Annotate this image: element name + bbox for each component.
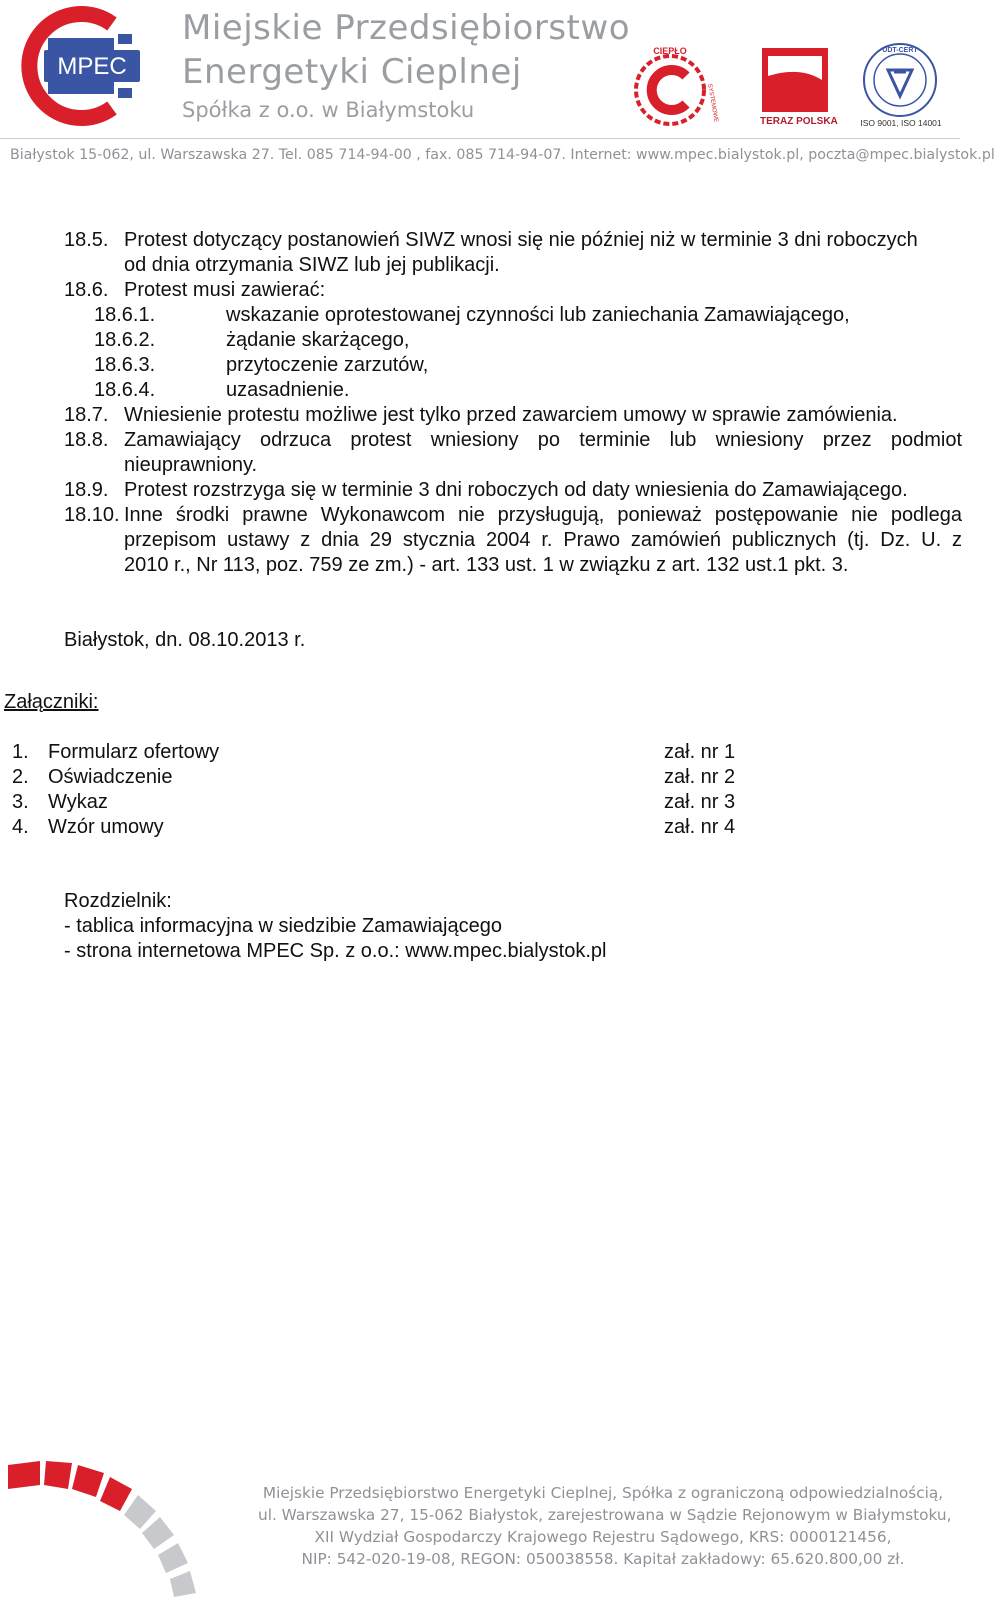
section-text-18-6-2: żądanie skarżącego, xyxy=(226,329,410,351)
mpec-logo xyxy=(14,10,142,122)
section-text-18-8-line1: Zamawiający odrzuca protest wniesiony po terminie lub wniesiony przez podmiot xyxy=(124,429,962,451)
section-number-18-8: 18.8. xyxy=(64,429,109,451)
attachment-number: 3. xyxy=(12,791,29,813)
header-divider xyxy=(0,138,960,139)
section-number-18-6-3: 18.6.3. xyxy=(94,354,156,376)
attachment-number: 1. xyxy=(12,741,29,763)
section-text-18-6-3: przytoczenie zarzutów, xyxy=(226,354,429,376)
section-text-18-5-line1: Protest dotyczący postanowień SIWZ wnosi się nie później niż w terminie 3 dni roboczych xyxy=(124,229,918,251)
company-name-line2: Energetyki Cieplnej xyxy=(182,52,522,92)
section-text-18-8-line2: nieuprawniony. xyxy=(124,454,258,476)
section-text-18-5-line2: od dnia otrzymania SIWZ lub jej publikacji. xyxy=(124,254,500,276)
attachment-name: Wzór umowy xyxy=(48,816,164,838)
section-number-18-6: 18.6. xyxy=(64,279,109,301)
section-number-18-5: 18.5. xyxy=(64,229,109,251)
section-text-18-7: Wniesienie protestu możliwe jest tylko przed zawarciem umowy w sprawie zamówienia. xyxy=(124,404,898,426)
cieplo-systemowe-logo xyxy=(630,44,719,130)
attachments-heading: Załączniki: xyxy=(4,691,99,713)
attachment-number: 4. xyxy=(12,816,29,838)
section-text-18-10-line1: Inne środki prawne Wykonawcom nie przysługują, ponieważ postępowanie nie podlega xyxy=(124,504,962,526)
section-text-18-10-line2: przepisom ustawy z dnia 29 stycznia 2004 r. Prawo zamówień publicznych (tj. Dz. U. z xyxy=(124,529,962,551)
section-text-18-6: Protest musi zawierać: xyxy=(124,279,326,301)
section-text-18-6-4: uzasadnienie. xyxy=(226,379,350,401)
attachment-name: Wykaz xyxy=(48,791,108,813)
iso-label: ISO 9001, ISO 14001 xyxy=(860,118,942,128)
footer-line3: XII Wydział Gospodarczy Krajowego Rejestru Sądowego, KRS: 0000121456, xyxy=(314,1528,892,1546)
footer-line2: ul. Warszawska 27, 15-062 Białystok, zarejestrowana w Sądzie Rejonowym w Białymstoku, xyxy=(258,1506,952,1524)
section-number-18-6-1: 18.6.1. xyxy=(94,304,156,326)
distribution-heading: Rozdzielnik: xyxy=(64,890,172,912)
cieplo-label: CIEPŁO xyxy=(653,46,687,56)
section-number-18-6-2: 18.6.2. xyxy=(94,329,156,351)
teraz-polska-label: TERAZ POLSKA xyxy=(760,116,838,127)
section-number-18-7: 18.7. xyxy=(64,404,109,426)
attachment-ref: zał. nr 4 xyxy=(664,816,736,838)
company-name-line3: Spółka z o.o. w Białymstoku xyxy=(182,98,475,122)
section-text-18-6-1: wskazanie oprotestowanej czynności lub zaniechania Zamawiającego, xyxy=(226,304,850,326)
attachment-name: Formularz ofertowy xyxy=(48,741,220,763)
systemowe-label: SYSTEMOWE xyxy=(706,83,719,123)
header-address: Białystok 15-062, ul. Warszawska 27. Tel. 085 714-94-00 , fax. 085 714-94-07. Internet: www.mpec.bialystok.pl, poczta@mpec.bialystok.pl xyxy=(10,147,995,163)
section-number-18-9: 18.9. xyxy=(64,479,109,501)
distribution-item: - strona internetowa MPEC Sp. z o.o.: www.mpec.bialystok.pl xyxy=(64,940,607,962)
footer-arc-decoration xyxy=(0,1455,260,1600)
place-and-date: Białystok, dn. 08.10.2013 r. xyxy=(64,629,306,651)
attachment-ref: zał. nr 3 xyxy=(664,791,736,813)
attachment-name: Oświadczenie xyxy=(48,766,173,788)
distribution-item: - tablica informacyjna w siedzibie Zamawiającego xyxy=(64,915,502,937)
attachment-number: 2. xyxy=(12,766,29,788)
attachment-ref: zał. nr 1 xyxy=(664,741,736,763)
attachment-ref: zał. nr 2 xyxy=(664,766,736,788)
section-text-18-9: Protest rozstrzyga się w terminie 3 dni roboczych od daty wniesienia do Zamawiającego. xyxy=(124,479,908,501)
udt-cert-label: UDT-CERT xyxy=(882,47,918,54)
section-text-18-10-line3: 2010 r., Nr 113, poz. 759 ze zm.) - art. 133 ust. 1 w związku z art. 132 ust.1 pkt. 3. xyxy=(124,554,849,576)
section-number-18-10: 18.10. xyxy=(64,504,120,526)
section-number-18-6-4: 18.6.4. xyxy=(94,379,156,401)
footer-line1: Miejskie Przedsiębiorstwo Energetyki Cieplnej, Spółka z ograniczoną odpowiedzialnością, xyxy=(262,1484,944,1502)
footer-line4: NIP: 542-020-19-08, REGON: 050038558. Kapitał zakładowy: 65.620.800,00 zł. xyxy=(301,1550,905,1568)
logo-text: MPEC xyxy=(57,53,127,80)
company-name-line1: Miejskie Przedsiębiorstwo xyxy=(182,8,630,48)
